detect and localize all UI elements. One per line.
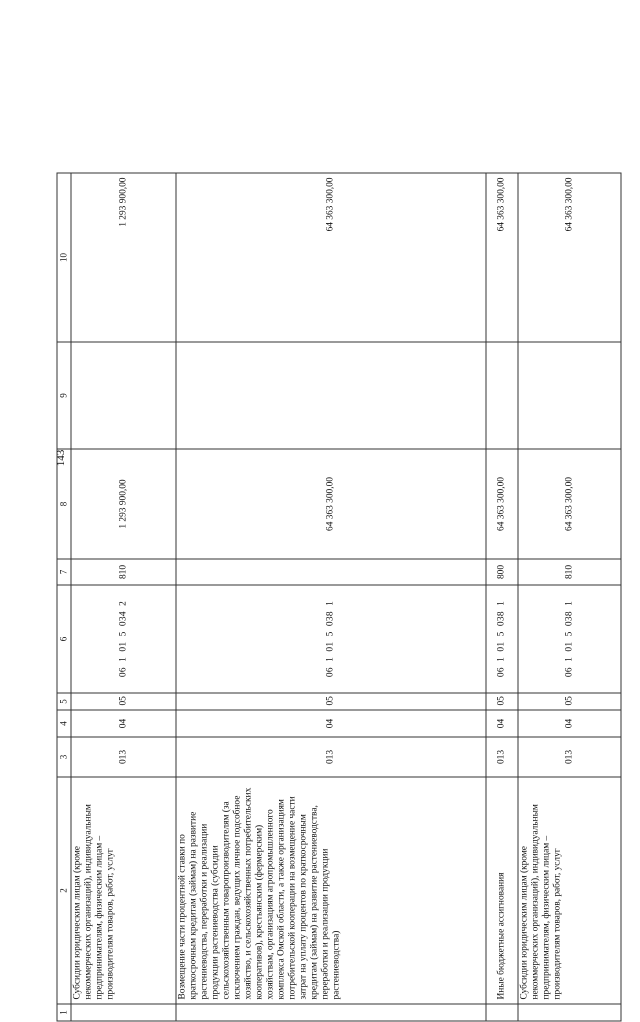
cell-num (518, 1004, 621, 1021)
cell-target-article: 06 1 01 5 034 2 (71, 585, 176, 693)
cell-subsection: 05 (71, 693, 176, 710)
header-col-4: 4 (57, 710, 71, 737)
cell-ministry-code: 013 (486, 737, 519, 777)
cell-ministry-code: 013 (176, 737, 485, 777)
cell-expense-type: 810 (71, 559, 176, 585)
cell-ministry-code: 013 (518, 737, 621, 777)
cell-amount: 64 363 300,00 (486, 449, 519, 559)
table-row (176, 173, 485, 1021)
cell-amount-extra (486, 342, 519, 449)
header-col-8: 8 (57, 449, 71, 559)
cell-section: 04 (486, 710, 519, 737)
cell-num (176, 1004, 485, 1021)
budget-table-sheet (57, 177, 622, 1022)
header-col-5: 5 (57, 693, 71, 710)
cell-section: 04 (71, 710, 176, 737)
cell-subsection: 05 (518, 693, 621, 710)
table-row (71, 173, 176, 1021)
cell-target-article: 06 1 01 5 038 1 (486, 585, 519, 693)
table-row (518, 173, 621, 1021)
table-row (486, 173, 519, 1021)
cell-amount-total: 64 363 300,00 (518, 173, 621, 342)
header-col-3: 3 (57, 737, 71, 777)
cell-amount-extra (71, 342, 176, 449)
cell-amount-total: 64 363 300,00 (486, 173, 519, 342)
header-col-10: 10 (57, 173, 71, 342)
cell-amount-extra (176, 342, 485, 449)
cell-section: 04 (518, 710, 621, 737)
cell-amount: 64 363 300,00 (176, 449, 485, 559)
cell-amount-total: 1 293 900,00 (71, 173, 176, 342)
cell-subsection: 05 (176, 693, 485, 710)
cell-expense-type: 800 (486, 559, 519, 585)
cell-subsection: 05 (486, 693, 519, 710)
header-col-1: 1 (57, 1004, 71, 1021)
budget-table (57, 173, 622, 1022)
header-col-6: 6 (57, 585, 71, 693)
cell-num (486, 1004, 519, 1021)
cell-description: Субсидии юридическим лицам (кроме некоммерческих организаций), индивидуальным предпринимателям, физическим лицам – производителям товаров, работ, услуг (518, 777, 621, 1004)
cell-amount-total: 64 363 300,00 (176, 173, 485, 342)
page-number: 143 (55, 449, 67, 467)
cell-expense-type: 810 (518, 559, 621, 585)
cell-description: Субсидии юридическим лицам (кроме некоммерческих организаций), индивидуальным предпринимателям, физическим лицам – производителям товаров, работ, услуг (71, 777, 176, 1004)
header-col-9: 9 (57, 342, 71, 449)
column-number-row (57, 173, 71, 1021)
header-col-7: 7 (57, 559, 71, 585)
cell-amount-extra (518, 342, 621, 449)
cell-num (71, 1004, 176, 1021)
cell-amount: 1 293 900,00 (71, 449, 176, 559)
cell-expense-type (176, 559, 485, 585)
cell-section: 04 (176, 710, 485, 737)
cell-amount: 64 363 300,00 (518, 449, 621, 559)
cell-description: Иные бюджетные ассигнования (486, 777, 519, 1004)
cell-target-article: 06 1 01 5 038 1 (518, 585, 621, 693)
cell-description: Возмещение части процентной ставки по краткосрочным кредитам (займам) на развитие растениеводства, переработки и реализации продукции растениеводства (субсидии сельскохозяйственным товаропроизводителям (за исключением граждан, ведущих личное подсобное хозяйство, и сельскохозяйственных потребительских кооперативов), крестьянским (фермерским) хозяйствам, организациям агропромышленного комплекса Омской области, а также организациям потребительской кооперации на возмещение части затрат на уплату процентов по краткосрочным кредитам (займам) на развитие растениеводства, переработки и реализации продукции растениеводства) (176, 777, 485, 1004)
header-col-2: 2 (57, 777, 71, 1004)
cell-target-article: 06 1 01 5 038 1 (176, 585, 485, 693)
cell-ministry-code: 013 (71, 737, 176, 777)
